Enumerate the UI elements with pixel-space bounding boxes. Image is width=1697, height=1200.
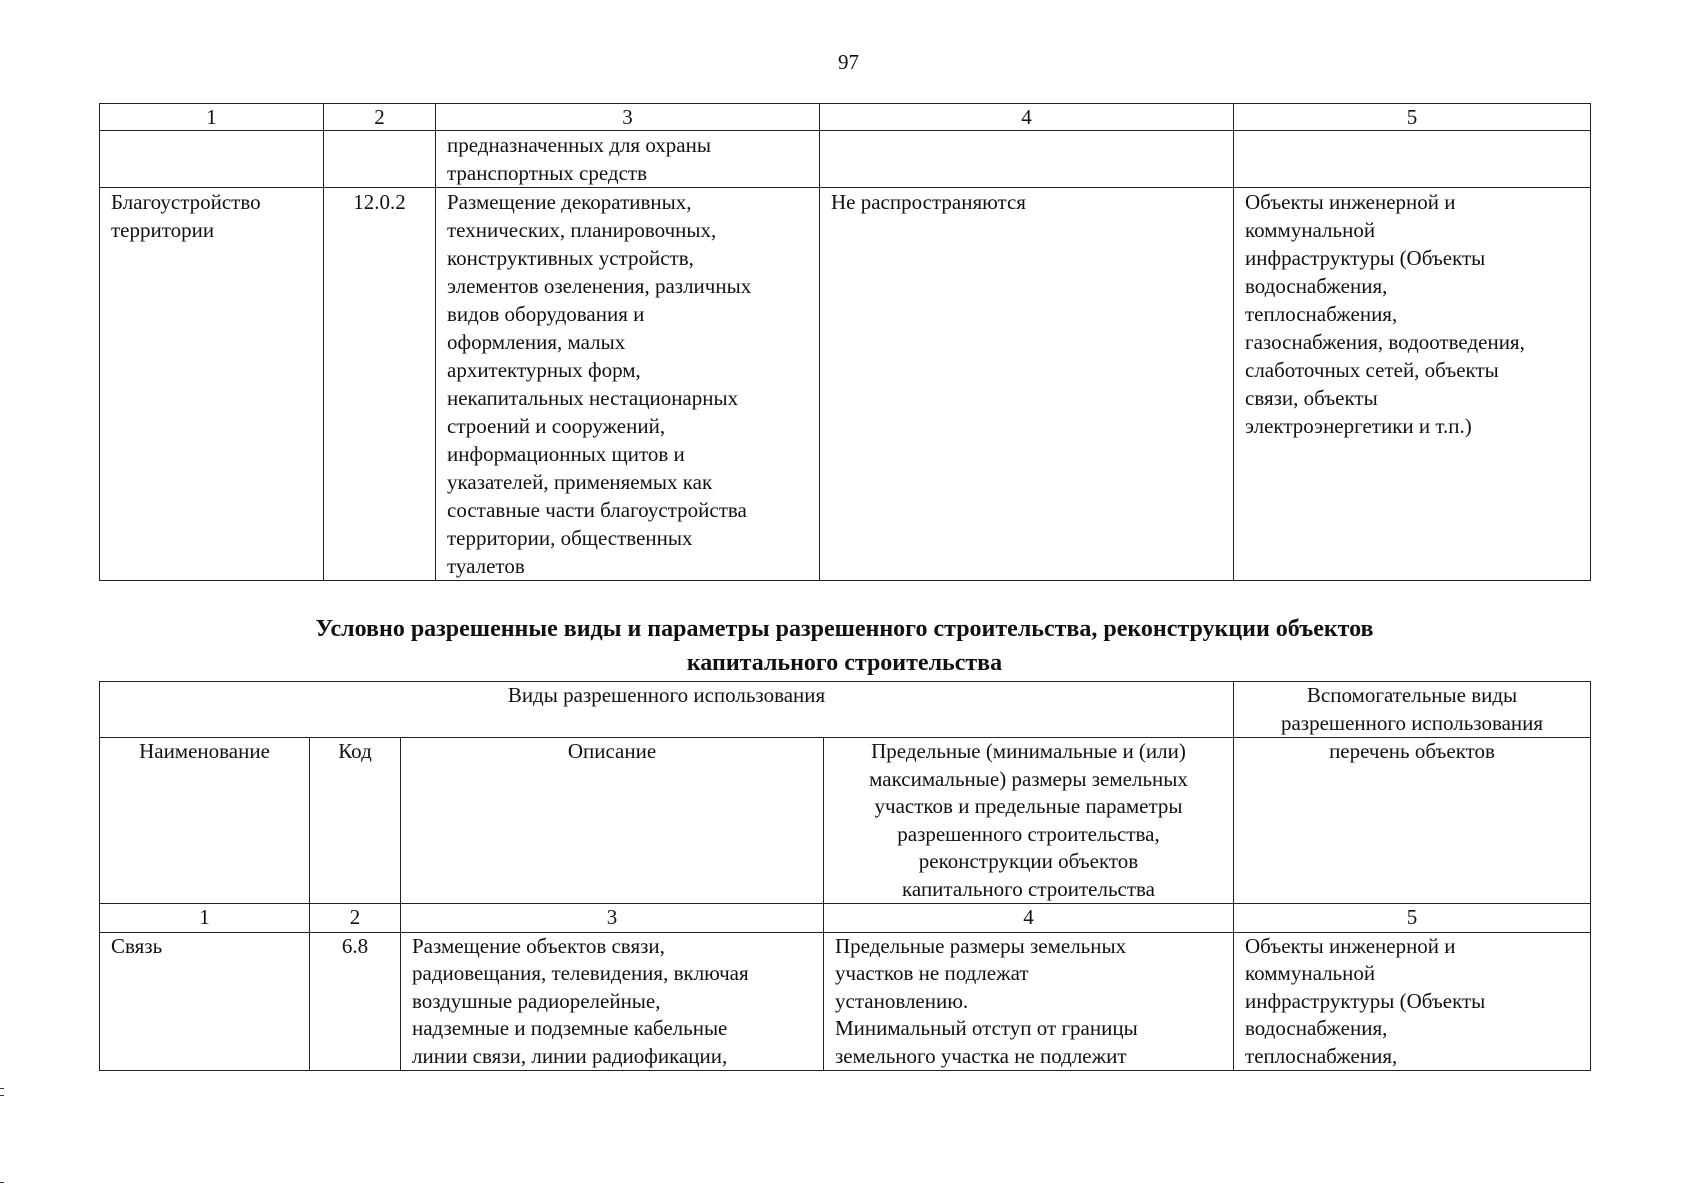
table-cell [324,131,436,188]
col-header-params: Предельные (минимальные и (или) максимальные) размеры земельных участков и предельные параметры разрешенного строительства, реконструкции объектов капитального строительства [824,738,1234,904]
table-cell [820,131,1234,188]
table-column-headers [100,738,1591,904]
header-cell: 5 [1234,904,1591,933]
col-header-code: Код [310,738,401,904]
scan-margin-mark [0,1088,4,1089]
header-cell: 2 [324,104,436,131]
table-header-numbers [100,904,1591,933]
header-cell: 2 [310,904,401,933]
section-title: Условно разрешенные виды и параметры разрешенного строительства, реконструкции объектов капитального строительства [315,616,1374,676]
header-cell: 1 [100,904,310,933]
table-header-numbers [100,104,1591,131]
auxiliary-cell: Объекты инженерной и коммунальной инфраструктуры (Объекты водоснабжения, теплоснабжения, [1234,932,1591,1071]
table-cell [1234,131,1591,188]
table-continued [99,103,1591,581]
header-cell: 3 [401,904,824,933]
table-conditional-uses [99,681,1591,1071]
table-row [100,131,1591,188]
table-cell [100,131,324,188]
col-header-objects: перечень объектов [1234,738,1591,904]
params-cell: Не распространяются [820,188,1234,581]
table-row [100,932,1591,1071]
description-cell: Размещение декоративных, технических, планировочных, конструктивных устройств, элементов озеленения, различных видов оборудования и оформления, малых архитектурных форм, некапитальных нестационарных строений и сооружений, информационных щитов и указателей, применяемых как составные части благоустройства территории, общественных туалетов [436,188,820,581]
code-cell: 12.0.2 [324,188,436,581]
description-cell: Размещение объектов связи, радиовещания, телевидения, включая воздушные радиорелейные, надземные и подземные кабельные линии связи, линии радиофикации, [401,932,824,1071]
header-cell: 1 [100,104,324,131]
header-cell: 3 [436,104,820,131]
group-header-aux: Вспомогательные виды разрешенного использования [1234,682,1591,738]
group-header-main: Виды разрешенного использования [100,682,1234,738]
description-cell: предназначенных для охраны транспортных средств [436,131,820,188]
scan-margin-mark [0,1095,4,1096]
table-group-header [100,682,1591,738]
header-cell: 4 [820,104,1234,131]
params-cell: Предельные размеры земельных участков не подлежат установлению. Минимальный отступ от границы земельного участка не подлежит [824,932,1234,1071]
header-cell: 5 [1234,104,1591,131]
col-header-description: Описание [401,738,824,904]
code-cell: 6.8 [310,932,401,1071]
auxiliary-cell: Объекты инженерной и коммунальной инфраструктуры (Объекты водоснабжения, теплоснабжения, газоснабжения, водоотведения, слаботочных сетей, объекты связи, объекты электроэнергетики и т.п.) [1234,188,1591,581]
table-row [100,188,1591,581]
page-number: 97 [838,50,859,74]
scan-margin-mark [0,1182,4,1183]
header-cell: 4 [824,904,1234,933]
name-cell: Благоустройство территории [100,188,324,581]
col-header-name: Наименование [100,738,310,904]
name-cell: Связь [100,932,310,1071]
